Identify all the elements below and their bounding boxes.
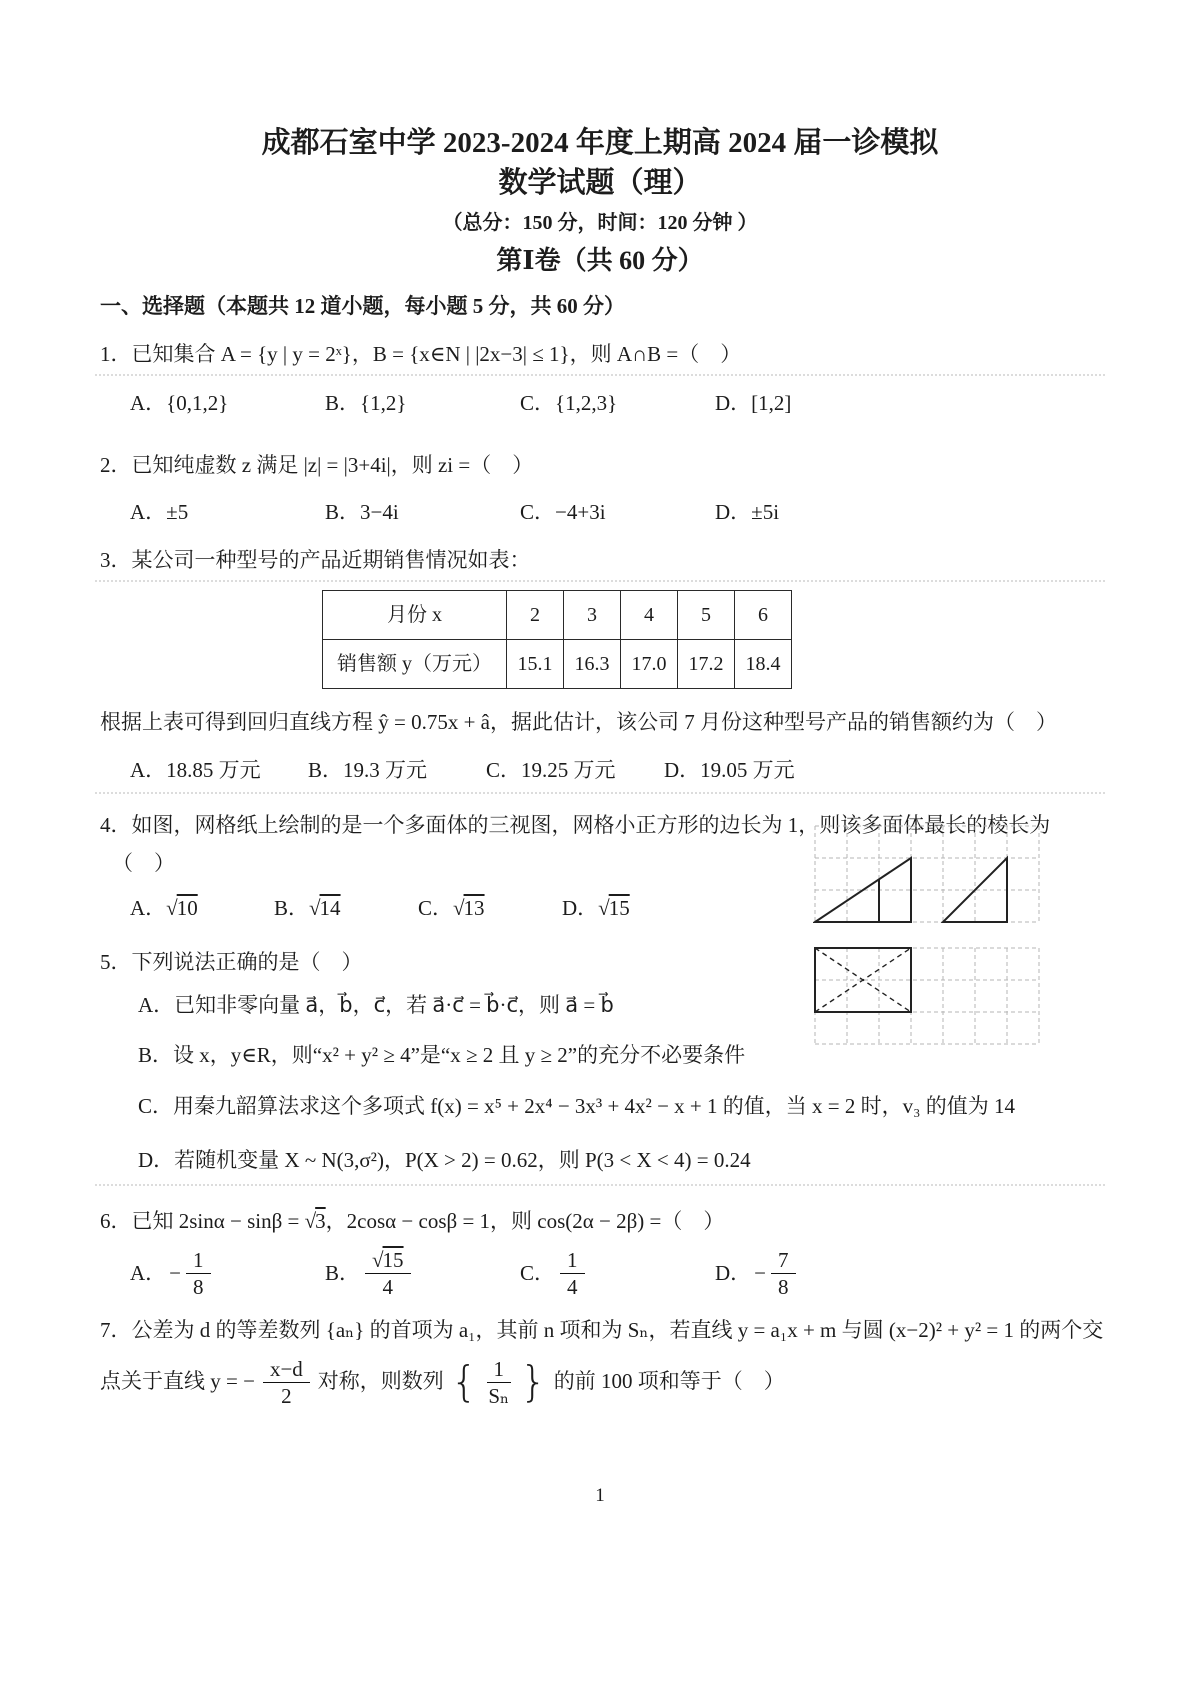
q2-option-a: A．±5	[130, 500, 189, 525]
fraction-denominator: 4	[382, 1274, 394, 1299]
q4-option-a-radicand: 10	[176, 896, 198, 921]
q3-option-b: B．19.3 万元	[308, 757, 428, 782]
sqrt-sign: √	[309, 896, 320, 921]
q2-option-b: B．3−4i	[325, 500, 399, 525]
question-2-stem: 2．已知纯虚数 z 满足 |z| = |3+4i|，则 zi =（ ）	[100, 452, 534, 477]
q5-option-a: A．已知非零向量 a⃗，b⃗，c⃗，若 a⃗·c⃗ = b⃗·c⃗，则 a⃗ = b⃗	[138, 993, 614, 1018]
fraction-denominator: 2	[281, 1383, 292, 1408]
q6-option-a	[130, 1248, 325, 1299]
minus-sign: −	[169, 1260, 182, 1285]
q4-option-c-label: C．	[418, 896, 454, 921]
fraction-numerator: 1	[560, 1248, 585, 1274]
dotted-separator	[95, 792, 1105, 794]
q3-option-c: C．19.25 万元	[486, 757, 616, 782]
q6-stem-post: ，2cosα − cosβ = 1，则 cos(2α − 2β) =（ ）	[325, 1209, 725, 1234]
q4-option-d-radicand: 15	[608, 896, 630, 921]
dotted-separator	[95, 374, 1105, 376]
q4-option-c	[418, 893, 562, 925]
table-cell: 18.4	[735, 640, 792, 689]
sqrt-sign: √	[304, 1209, 316, 1234]
table-cell: 2	[507, 591, 564, 640]
q6-option-b	[325, 1248, 520, 1299]
q4-option-b-radicand: 14	[319, 896, 341, 921]
fraction-numerator: x−d	[263, 1357, 310, 1383]
fraction-numerator: 1	[487, 1357, 512, 1383]
table-cell: 17.0	[621, 640, 678, 689]
fraction	[771, 1248, 796, 1299]
section-title: 一、选择题（本题共 12 道小题，每小题 5 分，共 60 分）	[100, 294, 625, 319]
q7-line2-mid: 对称，则数列	[317, 1369, 444, 1394]
question-4-stem: 4．如图，网格纸上绘制的是一个多面体的三视图，网格小正方形的边长为 1，则该多面体最长的棱长为	[100, 813, 1051, 838]
left-brace: {	[450, 1357, 478, 1407]
fraction-numerator	[365, 1248, 411, 1274]
q4-option-b-label: B．	[274, 896, 310, 921]
question-3-options	[100, 755, 1100, 787]
sqrt-sign: √	[453, 896, 464, 921]
right-brace: }	[520, 1357, 547, 1407]
q5-option-c: C．用秦九韶算法求这个多项式 f(x) = x⁵ + 2x⁴ − 3x³ + 4x² − x + 1 的值，当 x = 2 时，v₃ 的值为 14	[138, 1094, 1015, 1119]
q6-option-a-label: A．	[130, 1260, 167, 1285]
minus-sign: −	[754, 1260, 767, 1285]
q4-option-c-radicand: 13	[463, 896, 485, 921]
question-7-line1: 7．公差为 d 的等差数列 {aₙ} 的首项为 a₁，其前 n 项和为 Sₙ，若直线 y = a₁x + m 与圆 (x−2)² + y² = 1 的两个交	[100, 1318, 1104, 1343]
q1-option-a: A．{0,1,2}	[130, 391, 229, 416]
table-cell: 6	[735, 591, 792, 640]
q4-three-view-figure	[813, 816, 1049, 932]
q6-option-c	[520, 1248, 715, 1299]
q6-option-d	[715, 1248, 798, 1299]
q6-stem-pre: 6．已知 2sinα − sinβ =	[100, 1209, 305, 1234]
question-3-stem: 3．某公司一种型号的产品近期销售情况如表：	[100, 547, 531, 572]
fraction-denominator: 8	[193, 1274, 204, 1299]
table-header-month: 月份 x	[323, 591, 507, 640]
fraction	[365, 1248, 411, 1299]
q4-option-d-label: D．	[562, 896, 599, 921]
fraction	[263, 1357, 310, 1408]
question-5-stem: 5．下列说法正确的是（ ）	[100, 949, 363, 974]
table-cell: 15.1	[507, 640, 564, 689]
q7-line2-post: 的前 100 项和等于（ ）	[553, 1369, 785, 1394]
fraction-numerator: 7	[771, 1248, 796, 1274]
fraction-denominator: 8	[778, 1274, 789, 1299]
sales-table-row-sales	[323, 640, 792, 689]
sales-table-row-month	[323, 591, 792, 640]
exam-meta: （总分：150 分，时间：120 分钟 ）	[442, 211, 758, 234]
q4-option-d	[562, 893, 630, 925]
q6-option-c-label: C．	[520, 1260, 556, 1285]
dotted-separator	[95, 1184, 1105, 1186]
sqrt-sign: √	[598, 896, 609, 921]
q6-option-b-label: B．	[325, 1260, 361, 1285]
question-6-stem	[100, 1206, 1100, 1238]
q5-option-d: D．若随机变量 X ~ N(3,σ²)，P(X > 2) = 0.62，则 P(3 < X < 4) = 0.24	[138, 1147, 751, 1172]
q4-option-a-label: A．	[130, 896, 167, 921]
question-6-options	[100, 1248, 1100, 1299]
fraction-numerator: 1	[186, 1248, 211, 1274]
question-3-followup: 根据上表可得到回归直线方程 ŷ = 0.75x + â，据此估计，该公司 7 月份这种型号产品的销售额约为（ ）	[100, 710, 1058, 735]
radicand: 15	[382, 1247, 404, 1272]
table-cell: 4	[621, 591, 678, 640]
table-cell: 5	[678, 591, 735, 640]
table-cell: 3	[564, 591, 621, 640]
q3-option-d: D．19.05 万元	[664, 757, 795, 782]
fraction	[560, 1248, 585, 1299]
dotted-separator	[95, 580, 1105, 582]
q4-option-b	[274, 893, 418, 925]
q2-option-c: C．−4+3i	[520, 500, 606, 525]
q1-option-c: C．{1,2,3}	[520, 391, 618, 416]
fraction	[186, 1248, 211, 1299]
fraction-denominator: 4	[567, 1274, 578, 1299]
q5-option-b: B．设 x，y∈R，则“x² + y² ≥ 4”是“x ≥ 2 且 y ≥ 2”的充分不必要条件	[138, 1042, 746, 1067]
fraction-denominator: Sₙ	[488, 1383, 510, 1408]
q7-line2-pre: 点关于直线 y = −	[100, 1369, 255, 1394]
q1-option-d: D．[1,2]	[715, 391, 792, 416]
fraction	[487, 1357, 512, 1408]
sales-table	[322, 590, 792, 689]
page-number: 1	[595, 1485, 605, 1506]
sqrt-sign: √	[372, 1247, 383, 1272]
question-7-line2	[100, 1357, 1100, 1408]
q1-option-b: B．{1,2}	[325, 391, 407, 416]
question-1-stem: 1．已知集合 A = {y | y = 2ˣ}，B = {x∈N | |2x−3| ≤ 1}，则 A∩B =（ ）	[100, 341, 742, 366]
question-2-options	[100, 497, 1100, 529]
q6-option-d-label: D．	[715, 1260, 752, 1285]
exam-title-line1: 成都石室中学 2023-2024 年度上期高 2024 届一诊模拟	[261, 127, 939, 159]
q3-option-a: A．18.85 万元	[130, 757, 261, 782]
q4-option-a	[130, 893, 274, 925]
question-1-options	[100, 388, 1100, 420]
exam-title-line2: 数学试题（理）	[498, 167, 702, 200]
table-header-sales: 销售额 y（万元）	[323, 640, 507, 689]
q2-option-d: D．±5i	[715, 500, 780, 525]
sqrt-sign: √	[166, 896, 177, 921]
question-4-answer-blank: （ ）	[112, 850, 175, 875]
table-cell: 17.2	[678, 640, 735, 689]
q5-grid-figure	[813, 944, 1049, 1048]
part-title: 第Ⅰ卷（共 60 分）	[496, 245, 704, 275]
table-cell: 16.3	[564, 640, 621, 689]
q6-stem-radicand: 3	[315, 1209, 326, 1234]
